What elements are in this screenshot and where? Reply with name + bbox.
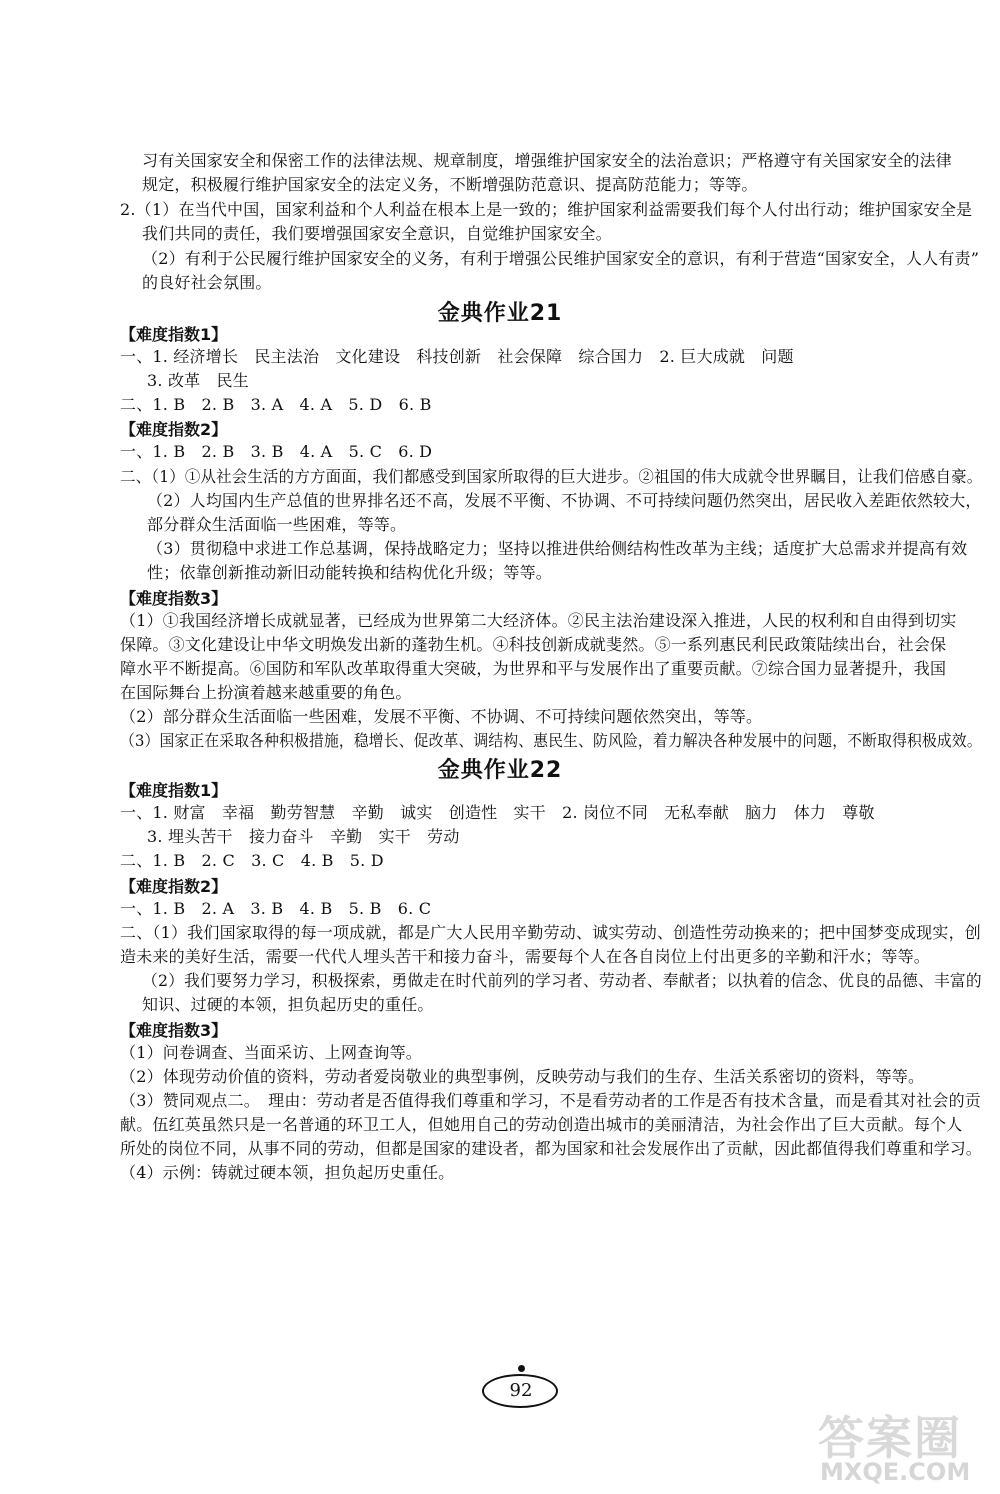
page-number-badge (480, 1365, 562, 1415)
text-line: 障水平不断提高。⑥国防和军队改革取得重大突破，为世界和平与发展作出了重要贡献。⑦综合国力显著提升，我国 (120, 659, 947, 678)
watermark-text: 答案圈 (818, 1411, 962, 1465)
text-line: 的良好社会氛围。 (142, 273, 272, 292)
text-line: 2.（1）在当代中国，国家利益和个人利益在根本上是一致的；维护国家利益需要我们每个人付出行动；维护国家安全是 (120, 200, 973, 219)
text-line: （3）赞同观点二。 理由：劳动者是否值得我们尊重和学习，不是看劳动者的工作是否有技术含量，而是看其对社会的贡 (120, 1091, 981, 1110)
text-line: （1）问卷调查、当面采访、上网查询等。 (120, 1043, 422, 1062)
text-line: 一、1. B 2. B 3. B 4. A 5. C 6. D (120, 442, 433, 461)
text-line: 在国际舞台上扮演着越来越重要的角色。 (120, 683, 412, 702)
text-line: （3）国家正在采取各种积极措施，稳增长、促改革、调结构、惠民生、防风险，着力解决各种发展中的问题，不断取得积极成效。 (120, 731, 982, 750)
text-line: 3. 改革 民生 (147, 371, 249, 390)
text-line: 献。伍红英虽然只是一名普通的环卫工人，但她用自己的劳动创造出城市的美丽清洁，为社会作出了巨大贡献。每个人 (120, 1115, 963, 1134)
watermark-url: MXQE.COM (820, 1458, 971, 1486)
text-line: 规定，积极履行维护国家安全的法定义务，不断增强防范意识、提高防范能力；等等。 (142, 175, 758, 194)
text-line: （2）我们要努力学习，积极探索，勇做走在时代前列的学习者、劳动者、奉献者；以执着的信念、优良的品德、丰富的 (142, 971, 982, 990)
text-line: （3）贯彻稳中求进工作总基调，保持战略定力；坚持以推进供给侧结构性改革为主线；适度扩大总需求并提高有效 (147, 539, 968, 558)
text-line: 一、1. B 2. A 3. B 4. B 5. B 6. C (120, 899, 432, 918)
text-line: 一、1. 经济增长 民主法治 文化建设 科技创新 社会保障 综合国力 2. 巨大成就 问题 (120, 347, 794, 366)
text-line: 二、（1）我们国家取得的每一项成就，都是广大人民用辛勤劳动、诚实劳动、创造性劳动换来的；把中国梦变成现实，创 (120, 923, 981, 942)
section-title-22: 金典作业22 (437, 758, 563, 783)
difficulty-label: 【难度指数2】 (120, 420, 228, 439)
difficulty-label: 【难度指数3】 (120, 1021, 228, 1040)
page-number-dot (518, 1365, 525, 1372)
text-line: 二、1. B 2. C 3. C 4. B 5. D (120, 851, 384, 870)
text-line: （1）①我国经济增长成就显著，已经成为世界第二大经济体。②民主法治建设深入推进，人民的权利和自由得到切实 (120, 611, 957, 630)
text-line: 保障。③文化建设让中华文明焕发出新的蓬勃生机。④科技创新成就斐然。⑤一系列惠民利民政策陆续出台，社会保 (120, 635, 947, 654)
text-line: 习有关国家安全和保密工作的法律法规、规章制度，增强维护国家安全的法治意识；严格遵守有关国家安全的法律 (142, 151, 953, 170)
text-line: 部分群众生活面临一些困难，等等。 (147, 515, 407, 534)
text-line: （2）体现劳动价值的资料，劳动者爱岗敬业的典型事例，反映劳动与我们的生存、生活关系密切的资料，等等。 (120, 1067, 925, 1086)
text-line: 知识、过硬的本领，担负起历史的重任。 (142, 995, 434, 1014)
page-number: 92 (509, 1380, 533, 1401)
text-line: （4）示例：铸就过硬本领，担负起历史重任。 (120, 1163, 455, 1182)
text-line: 3. 埋头苦干 接力奋斗 辛勤 实干 劳动 (147, 827, 460, 846)
text-line: 所处的岗位不同，从事不同的劳动，但都是国家的建设者，都为国家和社会发展作出了贡献，因此都值得我们尊重和学习。 (120, 1139, 982, 1158)
text-line: 造未来的美好生活，需要一代代人埋头苦干和接力奋斗，需要每个人在各自岗位上付出更多的辛勤和汗水；等等。 (120, 947, 931, 966)
text-line: （2）有利于公民履行维护国家安全的义务，有利于增强公民维护国家安全的意识，有利于营造“国家安全，人人有责” (142, 249, 980, 268)
text-line: 二、1. B 2. B 3. A 4. A 5. D 6. B (120, 395, 432, 414)
difficulty-label: 【难度指数1】 (120, 325, 228, 344)
text-line: 性；依靠创新推动新旧动能转换和结构优化升级；等等。 (147, 563, 553, 582)
difficulty-label: 【难度指数1】 (120, 781, 228, 800)
difficulty-label: 【难度指数3】 (120, 589, 228, 608)
text-line: （2）人均国内生产总值的世界排名还不高，发展不平衡、不协调、不可持续问题仍然突出，居民收入差距依然较大， (147, 491, 982, 510)
text-line: 一、1. 财富 幸福 勤劳智慧 辛勤 诚实 创造性 实干 2. 岗位不同 无私奉献 脑力 体力 尊敬 (120, 803, 875, 822)
section-title-21: 金典作业21 (437, 301, 563, 326)
watermark (812, 1398, 990, 1488)
text-line: （2）部分群众生活面临一些困难，发展不平衡、不协调、不可持续问题依然突出，等等。 (120, 707, 763, 726)
text-line: 二、（1）①从社会生活的方方面面，我们都感受到国家所取得的巨大进步。②祖国的伟大成就令世界瞩目，让我们倍感自豪。 (120, 467, 983, 486)
difficulty-label: 【难度指数2】 (120, 877, 228, 896)
text-line: 我们共同的责任，我们要增强国家安全意识，自觉维护国家安全。 (142, 224, 612, 243)
